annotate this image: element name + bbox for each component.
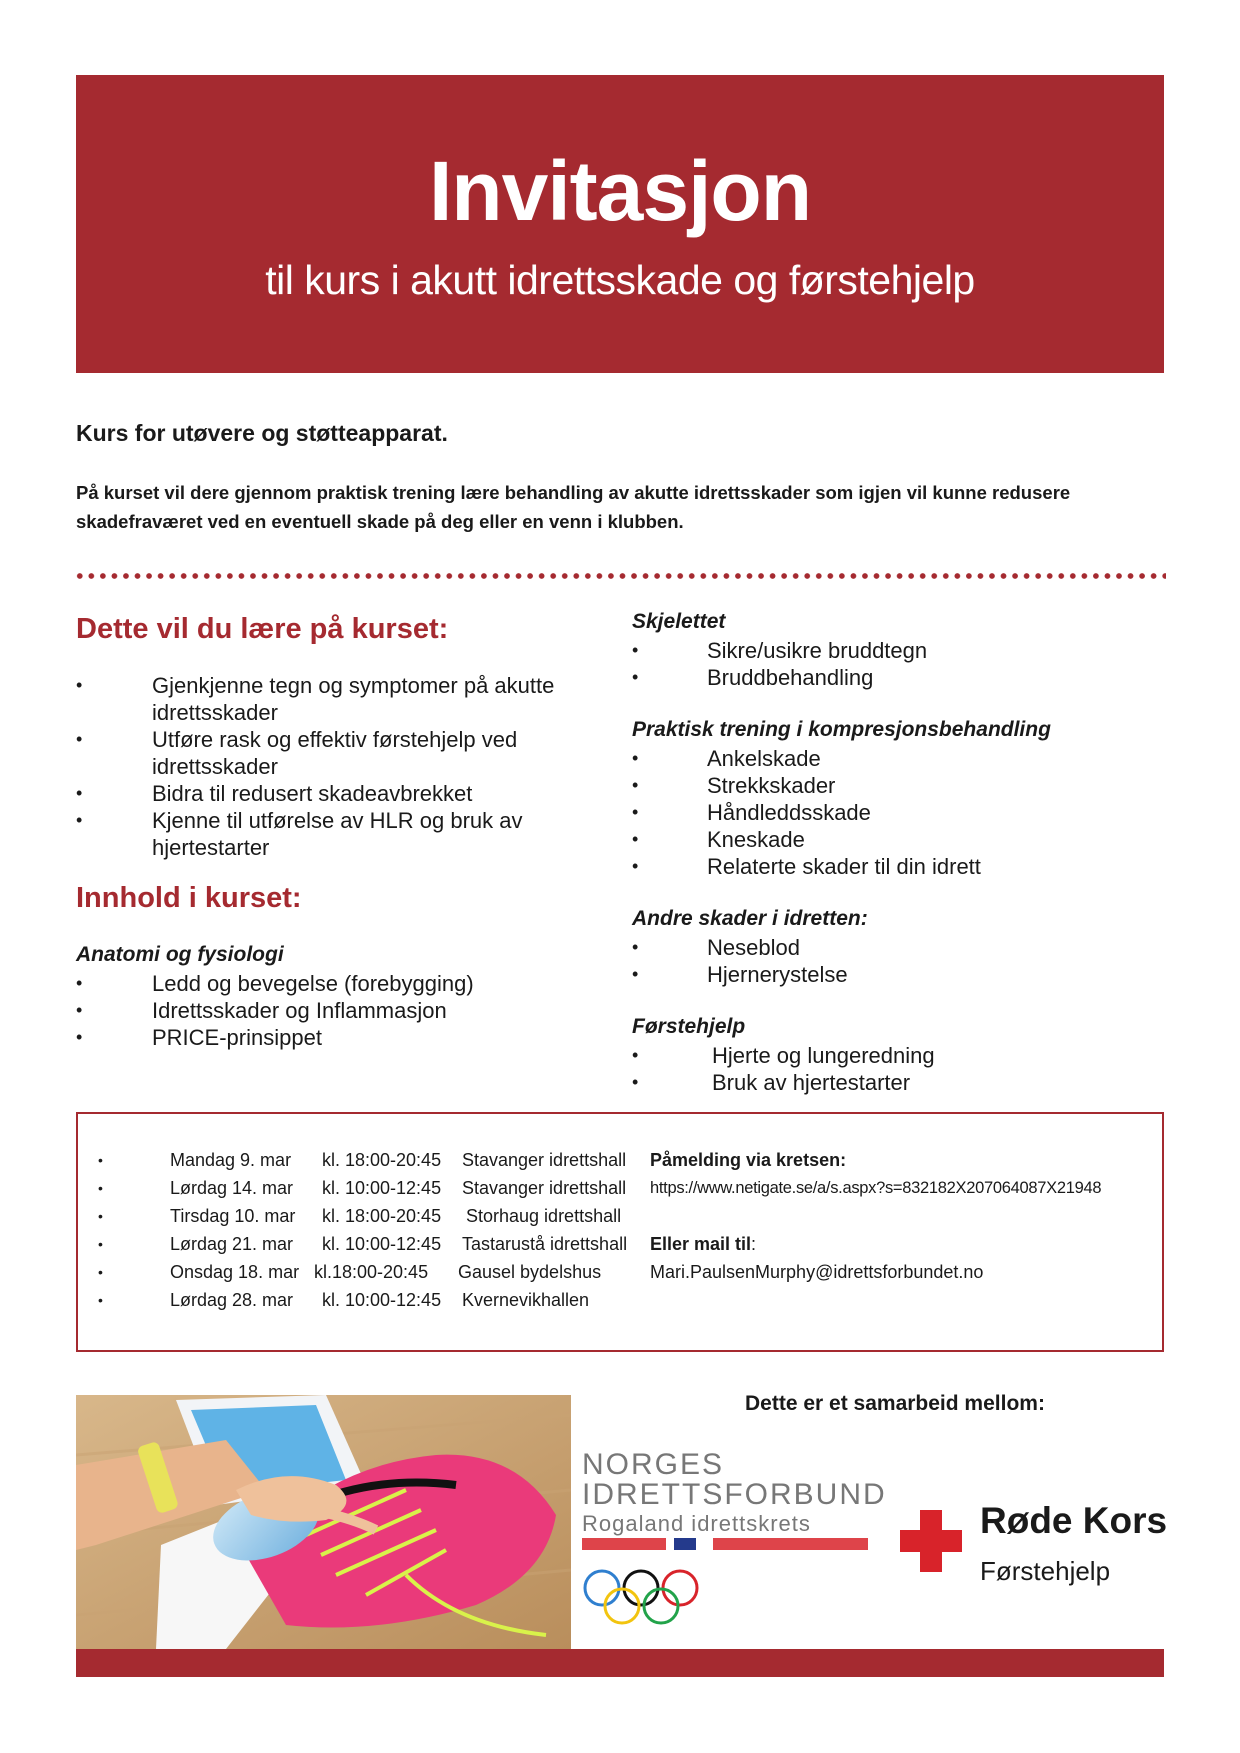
- list-item: • Relaterte skader til din idrett: [632, 853, 1152, 880]
- list-item: • Hjernerystelse: [632, 961, 1152, 988]
- list-item: • Hjerte og lungeredning: [632, 1042, 1152, 1069]
- schedule-day: Mandag 9. mar: [170, 1150, 292, 1170]
- header-banner: [76, 75, 1164, 373]
- schedule-row: • Lørdag 14. mar kl. 10:00-12:45 Stavanger idrettshall: [98, 1174, 658, 1202]
- nif-logo: [582, 1450, 887, 1538]
- schedule-time: kl. 10:00-12:45: [322, 1234, 442, 1254]
- olympic-rings-icon: [582, 1568, 702, 1628]
- intro-lead: Kurs for utøvere og støtteapparat.: [76, 420, 448, 446]
- schedule-row: • Tirsdag 10. mar kl. 18:00-20:45 Storhaug idrettshall: [98, 1202, 658, 1230]
- schedule-place: Tastarustå idrettshall: [462, 1234, 628, 1254]
- learn-heading: Dette vil du lære på kurset:: [76, 613, 449, 645]
- schedule-day: Lørdag 14. mar: [170, 1178, 294, 1198]
- schedule-time: kl. 18:00-20:45: [322, 1206, 442, 1226]
- ankle-ice-pack-photo: [76, 1395, 571, 1649]
- list-item: • Kjenne til utførelse av HLR og bruk av hjertestarter: [76, 807, 596, 861]
- list-item: • Sikre/usikre bruddtegn: [632, 637, 1152, 664]
- list-item: • Ankelskade: [632, 745, 1152, 772]
- other-title: Andre skader i idretten:: [632, 907, 868, 930]
- compression-list: [632, 745, 1152, 880]
- content-heading: Innhold i kurset:: [76, 882, 302, 914]
- footer-bar: [76, 1649, 1164, 1677]
- page-title: Invitasjon: [428, 144, 812, 238]
- list-item: • Neseblod: [632, 934, 1152, 961]
- schedule-day: Tirsdag 10. mar: [170, 1206, 296, 1226]
- skeleton-title: Skjelettet: [632, 610, 726, 633]
- schedule-day: Lørdag 28. mar: [170, 1290, 294, 1310]
- list-item: • Gjenkjenne tegn og symptomer på akutte idrettsskader: [76, 672, 596, 726]
- list-item: • PRICE-prinsippet: [76, 1024, 596, 1051]
- rode-kors-name: Røde Kors: [980, 1500, 1168, 1541]
- dotted-divider: [74, 573, 1166, 579]
- schedule-row: • Lørdag 21. mar kl. 10:00-12:45 Tastarustå idrettshall: [98, 1230, 658, 1258]
- schedule-day: Onsdag 18. mar: [170, 1262, 300, 1282]
- skeleton-list: [632, 637, 1152, 691]
- anatomy-list: [76, 970, 596, 1051]
- firstaid-list: [632, 1042, 1152, 1096]
- list-item: • Bruddbehandling: [632, 664, 1152, 691]
- schedule-time: kl. 18:00-20:45: [322, 1150, 442, 1170]
- registration-url[interactable]: https://www.netigate.se/a/s.aspx?s=832182X207064087X21948: [650, 1179, 1102, 1197]
- registration-label: Påmelding via kretsen:: [650, 1150, 847, 1170]
- nif-line3: Rogaland idrettskrets: [582, 1511, 811, 1536]
- mail-label: Eller mail til: [650, 1234, 752, 1254]
- schedule-place: Stavanger idrettshall: [462, 1178, 627, 1198]
- schedule-row: • Mandag 9. mar kl. 18:00-20:45 Stavanger idrettshall: [98, 1146, 658, 1174]
- list-item: • Idrettsskader og Inflammasjon: [76, 997, 596, 1024]
- nif-line2: IDRETTSFORBUND: [582, 1478, 887, 1511]
- registration-info: [650, 1146, 1101, 1286]
- anatomy-title: Anatomi og fysiologi: [76, 943, 284, 966]
- learn-list: [76, 672, 596, 861]
- schedule-place: Stavanger idrettshall: [462, 1150, 627, 1170]
- list-item: • Bruk av hjertestarter: [632, 1069, 1152, 1096]
- list-item: • Strekkskader: [632, 772, 1152, 799]
- other-list: [632, 934, 1152, 988]
- schedule-day: Lørdag 21. mar: [170, 1234, 294, 1254]
- schedule-place: Kvernevikhallen: [462, 1290, 590, 1310]
- firstaid-title: Førstehjelp: [632, 1015, 746, 1038]
- list-item: • Utføre rask og effektiv førstehjelp ved idrettsskader: [76, 726, 596, 780]
- schedule-row: • Lørdag 28. mar kl. 10:00-12:45 Kvernevikhallen: [98, 1286, 658, 1314]
- intro-text: På kurset vil dere gjennom praktisk trening lære behandling av akutte idrettsskader som igjen vil kunne redusere skadefraværet ved en eventuell skade på deg eller en venn i klubben.: [76, 482, 1071, 532]
- list-item: • Kneskade: [632, 826, 1152, 853]
- page-subtitle: til kurs i akutt idrettsskade og førstehjelp: [265, 257, 975, 303]
- schedule-time: kl. 10:00-12:45: [322, 1290, 442, 1310]
- flag-bars: [582, 1538, 872, 1550]
- compression-title: Praktisk trening i kompresjonsbehandling: [632, 718, 1051, 741]
- list-item: • Bidra til redusert skadeavbrekket: [76, 780, 596, 807]
- schedule-time: kl. 10:00-12:45: [322, 1178, 442, 1198]
- nif-line1: NORGES: [582, 1448, 725, 1481]
- registration-email[interactable]: Mari.PaulsenMurphy@idrettsforbundet.no: [650, 1262, 984, 1282]
- list-item: • Håndleddsskade: [632, 799, 1152, 826]
- collab-heading: Dette er et samarbeid mellom:: [745, 1392, 1045, 1415]
- schedule-box: [76, 1112, 1164, 1352]
- schedule-place: Storhaug idrettshall: [466, 1206, 622, 1226]
- red-cross-icon: [900, 1510, 962, 1572]
- schedule-row: • Onsdag 18. mar kl.18:00-20:45 Gausel bydelshus: [98, 1258, 658, 1286]
- schedule-place: Gausel bydelshus: [458, 1262, 602, 1282]
- schedule-list: [98, 1146, 658, 1314]
- schedule-time: kl.18:00-20:45: [314, 1262, 429, 1282]
- mail-colon: :: [751, 1234, 757, 1254]
- rode-kors-sub: Førstehjelp: [980, 1556, 1111, 1586]
- list-item: • Ledd og bevegelse (forebygging): [76, 970, 596, 997]
